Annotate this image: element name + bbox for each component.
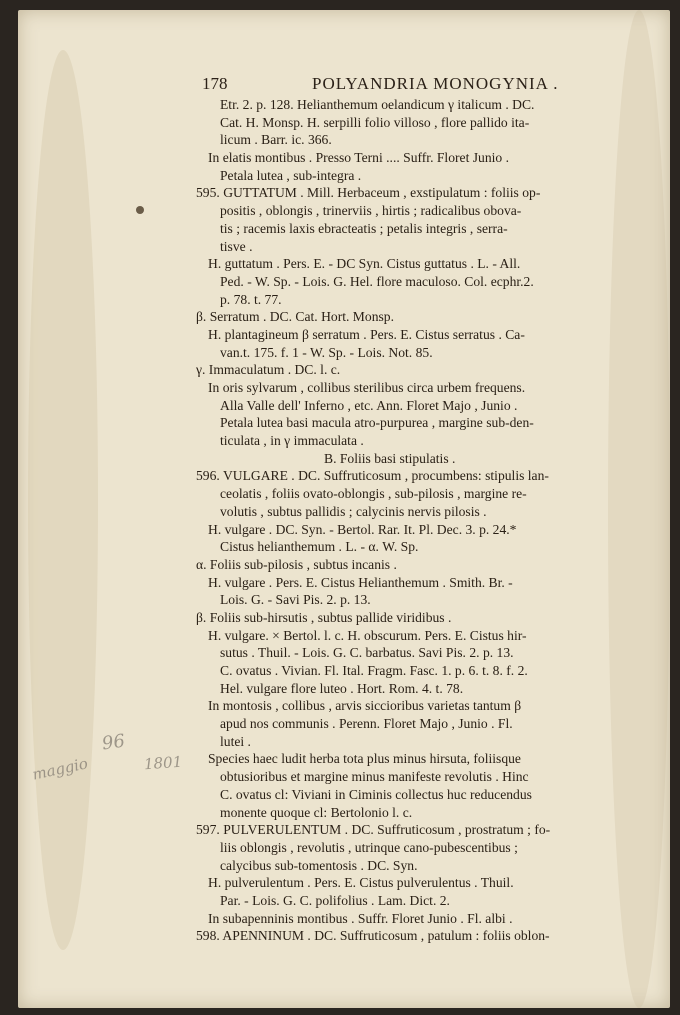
text-line: Lois. G. - Savi Pis. 2. p. 13. <box>220 592 371 608</box>
text-line: p. 78. t. 77. <box>220 291 282 307</box>
margin-note-number: 96 <box>100 730 127 755</box>
text-line: In oris sylvarum , collibus sterilibus circa urbem frequens. <box>208 380 526 395</box>
text-line: H. plantagineum β serratum . Pers. E. Cistus serratus . Ca- <box>208 326 525 342</box>
text-line: Par. - Lois. G. C. polifolius . Lam. Dict. 2. <box>220 892 450 908</box>
text-line: Petala lutea basi macula atro-purpurea , margine sub-den- <box>220 415 534 431</box>
page-header <box>202 72 602 96</box>
margin-note-word: maggio <box>30 754 90 784</box>
text-line: Ped. - W. Sp. - Lois. G. Hel. flore maculoso. Col. ecphr.2. <box>220 273 534 289</box>
text-line: H. pulverulentum . Pers. E. Cistus pulverulentus . Thuil. <box>208 875 514 891</box>
paper-stain <box>28 50 98 950</box>
text-line: In subapenninis montibus . Suffr. Floret Junio . Fl. albi . <box>208 910 513 926</box>
text-line: H. vulgare . Pers. E. Cistus Helianthemum . Smith. Br. - <box>208 574 513 590</box>
text-line: sutus . Thuil. - Lois. G. C. barbatus. Savi Pis. 2. p. 13. <box>220 645 514 661</box>
text-line: In montosis , collibus , arvis siccioribus varietas tantum β <box>208 698 522 714</box>
text-line: C. ovatus . Vivian. Fl. Ital. Fragm. Fasc. 1. p. 6. t. 8. f. 2. <box>220 663 528 678</box>
text-line: Cistus helianthemum . L. - α. W. Sp. <box>220 539 419 555</box>
text-line: monente quoque cl: Bertolonio l. c. <box>220 804 413 820</box>
text-line: positis , oblongis , trinerviis , hirtis ; radicalibus obova- <box>220 203 522 219</box>
text-line: lutei . <box>220 733 251 749</box>
text-line: 597. PULVERULENTUM . DC. Suffruticosum , prostratum ; fo- <box>196 822 551 838</box>
text-line: apud nos communis . Perenn. Floret Majo , Junio . Fl. <box>220 716 513 732</box>
text-line: ticulata , in γ immaculata . <box>220 433 364 449</box>
text-line: In elatis montibus . Presso Terni .... Suffr. Floret Junio . <box>208 150 509 166</box>
text-line: α. Foliis sub-pilosis , subtus incanis . <box>196 556 397 572</box>
text-line: tis ; racemis laxis ebracteatis ; petalis integris , serra- <box>220 220 508 236</box>
text-line: Alla Valle dell' Inferno , etc. Ann. Floret Majo , Junio . <box>220 397 518 413</box>
text-line: 598. APENNINUM . DC. Suffruticosum , patulum : foliis oblon- <box>196 928 550 944</box>
text-line: ceolatis , foliis ovato-oblongis , sub-pilosis , margine re- <box>220 486 527 502</box>
text-line: licum . Barr. ic. 366. <box>220 132 332 148</box>
text-line: Etr. 2. p. 128. Helianthemum oelandicum γ italicum . DC. <box>220 97 535 112</box>
text-line: obtusioribus et margine minus manifeste revolutis . Hinc <box>220 769 529 785</box>
text-line: Cat. H. Monsp. H. serpilli folio villoso , flore pallido ita- <box>220 114 530 130</box>
text-line: tisve . <box>220 238 253 254</box>
text-line: β. Serratum . DC. Cat. Hort. Monsp. <box>196 309 394 325</box>
text-line: H. guttatum . Pers. E. - DC Syn. Cistus guttatus . L. - All. <box>208 256 521 272</box>
running-head: POLYANDRIA MONOGYNIA . <box>312 74 559 93</box>
text-line: H. vulgare. × Bertol. l. c. H. obscurum. Pers. E. Cistus hir- <box>208 627 527 643</box>
text-line: Hel. vulgare flore luteo . Hort. Rom. 4. t. 78. <box>220 680 464 696</box>
page-number: 178 <box>202 74 228 93</box>
text-line: Petala lutea , sub-integra . <box>220 167 362 183</box>
text-line: van.t. 175. f. 1 - W. Sp. - Lois. Not. 85. <box>220 344 433 360</box>
handwritten-margin-note <box>32 732 192 792</box>
ink-spot <box>136 206 144 214</box>
text-line: calycibus sub-tomentosis . DC. Syn. <box>220 857 418 873</box>
text-line: B. Foliis basi stipulatis . <box>324 450 456 466</box>
text-line: 596. VULGARE . DC. Suffruticosum , procumbens: stipulis lan- <box>196 468 549 484</box>
text-line: γ. Immaculatum . DC. l. c. <box>196 362 341 378</box>
text-line: Species haec ludit herba tota plus minus hirsuta, foliisque <box>208 751 521 767</box>
text-line: 595. GUTTATUM . Mill. Herbaceum , exstipulatum : foliis op- <box>196 185 541 201</box>
text-line: volutis , subtus pallidis ; calycinis nervis pilosis . <box>220 503 487 519</box>
margin-note-year: 1801 <box>143 752 183 774</box>
text-line: liis oblongis , revolutis , utrinque cano-pubescentibus ; <box>220 839 518 855</box>
text-line: C. ovatus cl: Viviani in Ciminis collectus huc reducendus <box>220 786 532 802</box>
text-line: H. vulgare . DC. Syn. - Bertol. Rar. It. Pl. Dec. 3. p. 24.* <box>208 521 517 537</box>
text-line: β. Foliis sub-hirsutis , subtus pallide viridibus . <box>196 609 452 625</box>
page-text <box>196 96 656 945</box>
